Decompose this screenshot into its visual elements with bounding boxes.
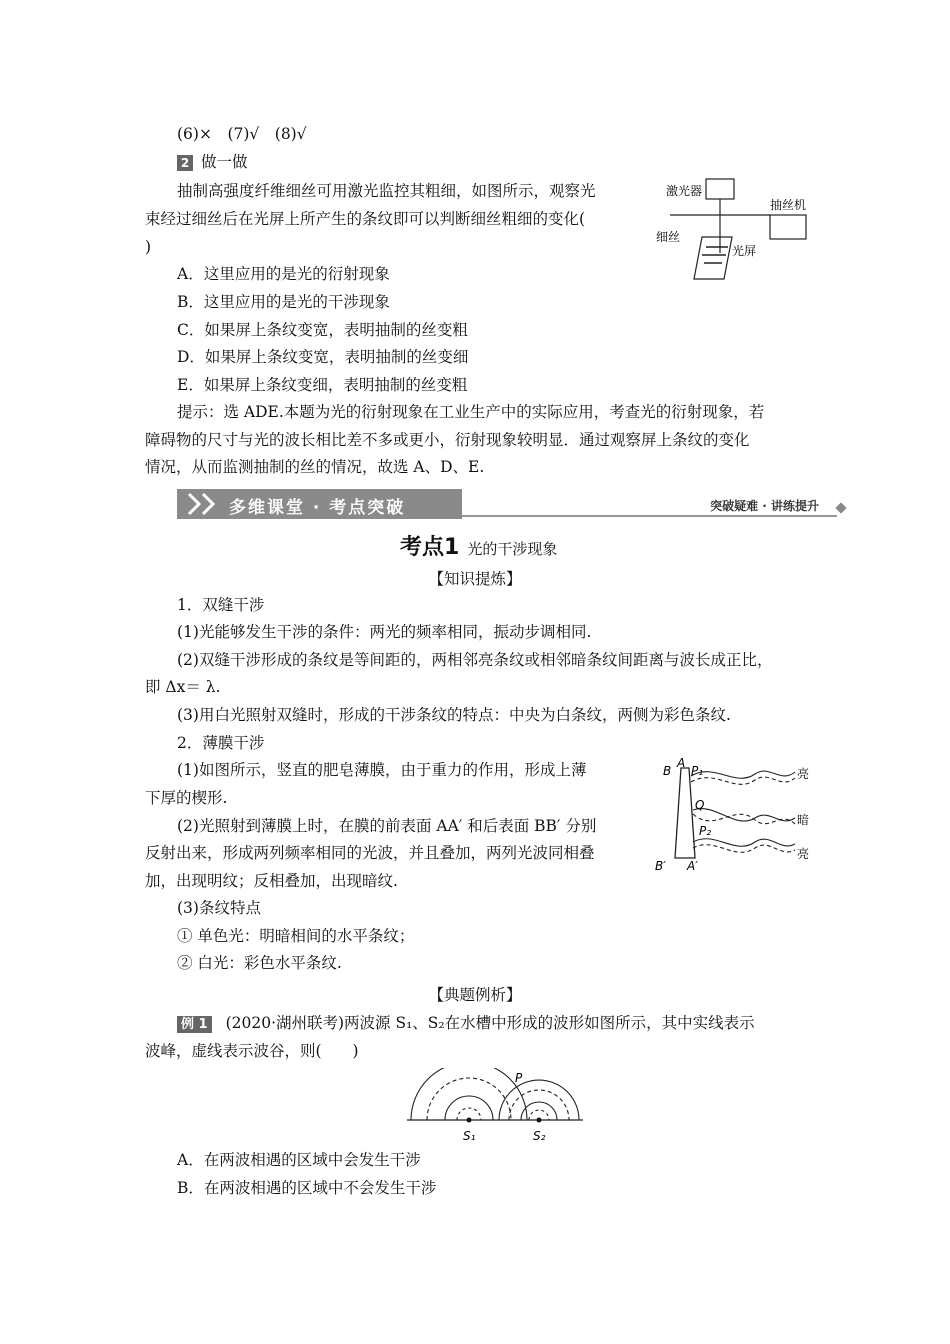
question-line-3: ) [145, 238, 152, 256]
fig1-wire-label: 细丝 [656, 230, 681, 244]
fig2-dark: 暗 [797, 813, 810, 827]
fig2-bright-1: 亮 [797, 767, 810, 781]
thin-film-p2c: 加，出现明纹；反相叠加，出现暗纹. [145, 872, 398, 890]
fig1-drawer-label: 抽丝机 [770, 198, 807, 212]
banner-title: 多维课堂 · 考点突破 [229, 498, 406, 518]
question-line-2: 束经过细丝后在光屏上所产生的条纹即可以判断细丝粗细的变化( [145, 210, 586, 228]
fig3-label-s1: S₁ [463, 1129, 476, 1143]
thin-film-heading: 2．薄膜干涉 [177, 734, 265, 752]
hint-line-2: 障碍物的尺寸与光的波长相比差不多或更小，衍射现象较明显．通过观察屏上条纹的变化 [145, 431, 750, 449]
banner-subtitle: 突破疑难 · 讲练提升 [710, 499, 819, 513]
knowledge-header: 【知识提炼】 [428, 570, 522, 588]
thin-film-p2b: 反射出来，形成两列频率相同的光波，并且叠加，两列光波同相叠 [145, 844, 595, 862]
fig3-label-p: P [515, 1071, 523, 1085]
thin-film-p5: ② 白光：彩色水平条纹. [177, 954, 342, 972]
thin-film-diagram [655, 758, 815, 873]
chevron-right-icon [185, 492, 225, 516]
option-a: A．这里应用的是光的衍射现象 [177, 265, 390, 283]
fig2-label-ap: A′ [687, 859, 698, 873]
fig1-laser-label: 激光器 [666, 184, 703, 198]
fig2-label-a: A [677, 758, 686, 770]
double-slit-p2a: (2)双缝干涉形成的条纹是等间距的，两相邻亮条纹或相邻暗条纹间距离与波长成正比， [177, 651, 773, 669]
thin-film-p3: (3)条纹特点 [177, 899, 261, 917]
example-text-1: (2020·湖州联考)两波源 S₁、S₂在水槽中形成的波形如图所示，其中实线表示 [225, 1014, 755, 1032]
section-banner [177, 489, 847, 519]
example-line-1 [177, 1013, 755, 1033]
fig1-screen-label: 光屏 [732, 244, 757, 258]
hint-line-3: 情况，从而监测抽制的丝的情况，故选 A、D、E. [145, 458, 485, 476]
fig2-label-p2: P₂ [699, 824, 712, 838]
example-badge: 例 1 [177, 1016, 212, 1033]
double-slit-p1: (1)光能够发生干涉的条件：两光的频率相同，振动步调相同. [177, 623, 592, 641]
try-it-title: 做一做 [201, 153, 248, 171]
double-slit-p3: (3)用白光照射双缝时，形成的干涉条纹的特点：中央为白条纹，两侧为彩色条纹. [177, 706, 731, 724]
section-title: 光的干涉现象 [467, 540, 558, 558]
fig2-label-q: Q [695, 798, 705, 812]
fig3-label-s2: S₂ [533, 1129, 546, 1143]
double-slit-p2b: 即 Δx＝ λ. [145, 678, 221, 696]
option-e: E．如果屏上条纹变细，表明抽制的丝变粗 [177, 376, 468, 394]
thin-film-p2a: (2)光照射到薄膜上时，在膜的前表面 AA′ 和后表面 BB′ 分别 [177, 817, 597, 835]
fig2-bright-2: 亮 [797, 847, 810, 861]
laser-diagram [650, 175, 850, 285]
example-line-2: 波峰，虚线表示波谷，则( ) [145, 1042, 359, 1060]
option-c: C．如果屏上条纹变宽，表明抽制的丝变粗 [177, 321, 468, 339]
example-header: 【典题例析】 [428, 986, 522, 1004]
fig2-label-bp: B′ [655, 859, 666, 873]
question-line-1: 抽制高强度纤维细丝可用激光监控其粗细，如图所示，观察光 [177, 182, 596, 200]
wave-sources-diagram [405, 1068, 590, 1148]
option-d: D．如果屏上条纹变宽，表明抽制的丝变细 [177, 348, 469, 366]
double-slit-heading: 1．双缝干涉 [177, 596, 265, 614]
hint-line-1: 提示：选 ADE.本题为光的衍射现象在工业生产中的实际应用，考查光的衍射现象，若 [177, 403, 765, 421]
section-label: 考点1 [400, 535, 460, 560]
banner-divider [462, 515, 837, 517]
example-option-b: B．在两波相遇的区域中不会发生干涉 [177, 1179, 437, 1197]
example-option-a: A．在两波相遇的区域中会发生干涉 [177, 1151, 421, 1169]
section-heading [400, 530, 557, 561]
fig2-label-p1: P₁ [691, 764, 704, 778]
option-b: B．这里应用的是光的干涉现象 [177, 293, 390, 311]
thin-film-p1b: 下厚的楔形. [145, 789, 228, 807]
thin-film-p4: ① 单色光：明暗相间的水平条纹； [177, 927, 415, 945]
try-it-heading [177, 152, 248, 172]
diamond-icon [835, 502, 846, 513]
try-it-number: 2 [177, 155, 193, 171]
fig2-label-b: B [663, 764, 672, 778]
thin-film-p1a: (1)如图所示，竖直的肥皂薄膜，由于重力的作用，形成上薄 [177, 761, 587, 779]
answers-line: (6)× (7)√ (8)√ [177, 125, 307, 143]
